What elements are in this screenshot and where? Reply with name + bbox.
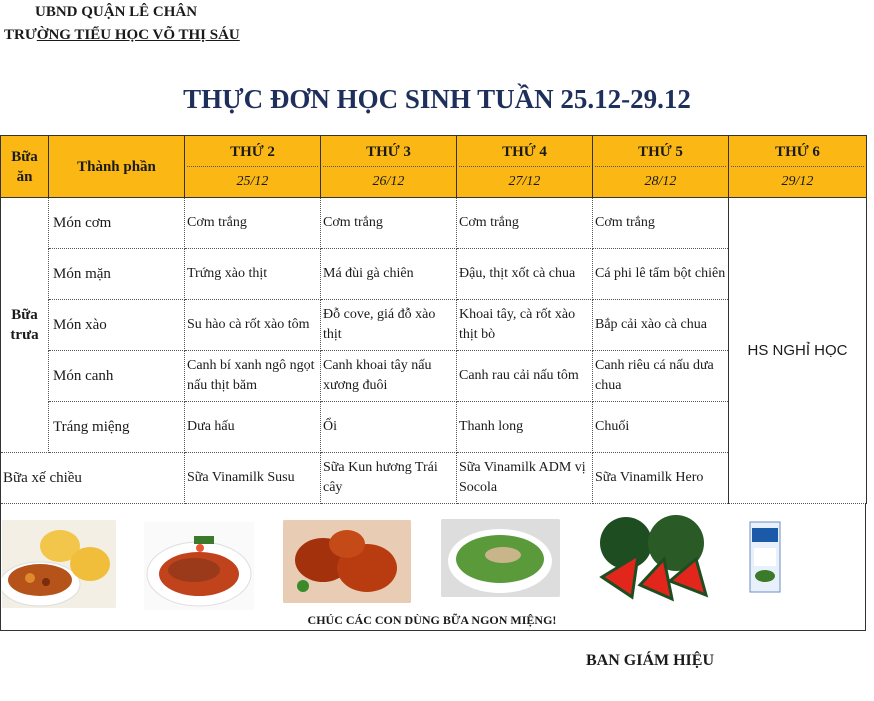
food-photo-soup-greens — [441, 519, 560, 597]
school-name-prefix: TRƯ — [4, 27, 37, 43]
menu-cell: Canh khoai tây nấu xương đuôi — [321, 351, 457, 402]
food-photo-soup-bread — [2, 520, 116, 608]
component-stirfry: Món xào — [49, 300, 185, 351]
food-photo-fish — [144, 522, 254, 610]
menu-table — [0, 135, 867, 504]
header-day-tue — [321, 136, 457, 198]
food-photo-milk-carton — [748, 518, 782, 594]
day-name: THỨ 2 — [230, 144, 275, 160]
day-name: THỨ 6 — [775, 144, 820, 160]
school-name — [4, 27, 240, 44]
menu-cell: Canh bí xanh ngô ngọt nấu thịt băm — [185, 351, 321, 402]
menu-cell: Cơm trắng — [593, 198, 729, 249]
component-dessert: Tráng miệng — [49, 402, 185, 453]
header-day-thu — [593, 136, 729, 198]
component-soup: Món canh — [49, 351, 185, 402]
menu-cell: Canh riêu cá nấu dưa chua — [593, 351, 729, 402]
food-photo-watermelon — [598, 515, 710, 603]
org-name: UBND QUẬN LÊ CHÂN — [35, 4, 198, 20]
menu-cell: Su hào cà rốt xào tôm — [185, 300, 321, 351]
menu-cell: Thanh long — [457, 402, 593, 453]
menu-cell: Cơm trắng — [321, 198, 457, 249]
menu-cell: Sữa Vinamilk ADM vị Socola — [457, 453, 593, 504]
page-title: THỰC ĐƠN HỌC SINH TUẦN 25.12-29.12 — [183, 84, 691, 114]
menu-cell: Cá phi lê tẩm bột chiên — [593, 249, 729, 300]
menu-cell: Khoai tây, cà rốt xào thịt bò — [457, 300, 593, 351]
signature: BAN GIÁM HIỆU — [586, 652, 715, 669]
day-date: 26/12 — [323, 166, 454, 197]
day-name: THỨ 5 — [638, 144, 683, 160]
menu-cell: Ổi — [321, 402, 457, 453]
menu-cell: Sữa Vinamilk Hero — [593, 453, 729, 504]
menu-cell: Cơm trắng — [185, 198, 321, 249]
menu-cell: Cơm trắng — [457, 198, 593, 249]
menu-cell: Sữa Kun hương Trái cây — [321, 453, 457, 504]
menu-cell: Má đùi gà chiên — [321, 249, 457, 300]
header-day-mon — [185, 136, 321, 198]
menu-cell: Bắp cải xào cà chua — [593, 300, 729, 351]
menu-cell: Sữa Vinamilk Susu — [185, 453, 321, 504]
menu-cell: Chuối — [593, 402, 729, 453]
menu-cell: Đậu, thịt xốt cà chua — [457, 249, 593, 300]
food-photo-chicken — [283, 520, 411, 603]
wish-text: CHÚC CÁC CON DÙNG BỮA NGON MIỆNG! — [307, 613, 557, 627]
day-date: 25/12 — [187, 166, 318, 197]
component-main: Món mặn — [49, 249, 185, 300]
menu-cell: Dưa hấu — [185, 402, 321, 453]
school-name-rest: ỜNG TIỂU HỌC VÕ THỊ SÁU — [36, 27, 240, 43]
header-day-fri — [729, 136, 867, 198]
day-date: 28/12 — [595, 166, 726, 197]
day-name: THỨ 3 — [366, 144, 411, 160]
friday-note: HS NGHỈ HỌC — [729, 198, 867, 504]
header-meal: Bữa ăn — [1, 136, 49, 198]
day-date: 29/12 — [731, 166, 864, 197]
menu-cell: Trứng xào thịt — [185, 249, 321, 300]
day-name: THỨ 4 — [502, 144, 547, 160]
afternoon-label: Bữa xế chiều — [1, 453, 185, 504]
menu-cell: Đỗ cove, giá đỗ xào thịt — [321, 300, 457, 351]
header-component: Thành phần — [49, 136, 185, 198]
menu-cell: Canh rau cải nấu tôm — [457, 351, 593, 402]
component-rice: Món cơm — [49, 198, 185, 249]
day-date: 27/12 — [459, 166, 590, 197]
header-day-wed — [457, 136, 593, 198]
lunch-label: Bữa trưa — [1, 198, 49, 453]
food-photo-panel — [0, 503, 866, 631]
